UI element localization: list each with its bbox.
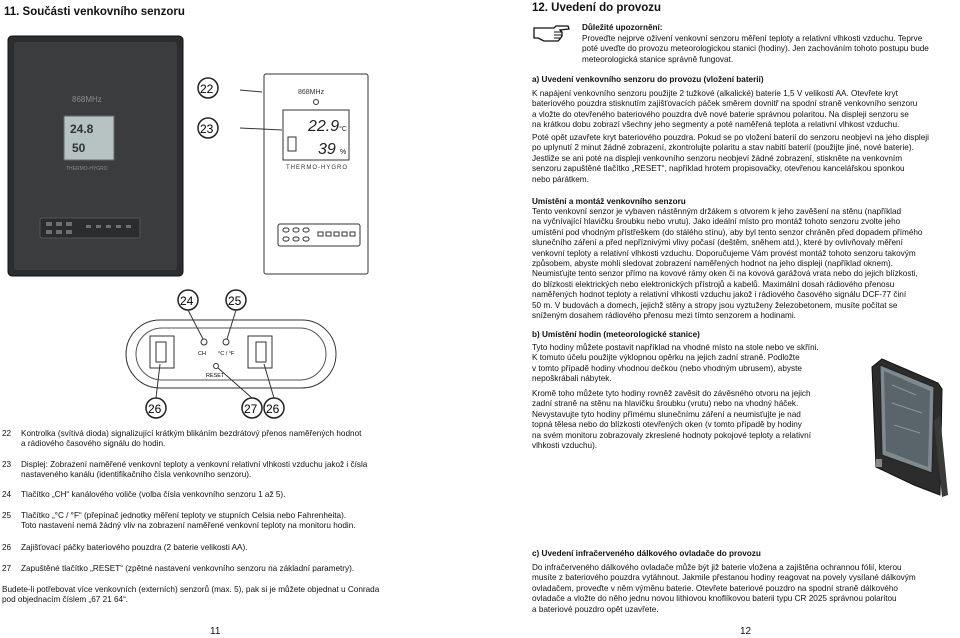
left-page-title: 11. Součásti venkovního senzoru: [4, 6, 185, 18]
section-b-title: b) Umístění hodin (meteorologické stanice): [532, 330, 700, 339]
section-a-paragraph-1: K napájení venkovního senzoru použijte 2 tužkové (alkalické) baterie 1,5 V velikosti AA. Otevřete kryt bateriového pouzdra stisknutím zajišťovacích páček směrem dovnitř na spodní straně venkovního senzoru a vložte do otevřeného bateriového pouzdra dvě nové baterie správnou polaritou. Na displeji senzoru se na krátkou dobu zobrazí všechny jeho segmenty a poté naměřená teplota a relativní vlhkost vzduchu.: [532, 89, 918, 130]
mounting-title: Umístění a montáž venkovního senzoru: [532, 197, 686, 206]
item-22-text: Kontrolka (svítivá dioda) signalizující krátkým blikáním bezdrátový přenos naměřených hodnot a rádiového časového signálu do hodin.: [21, 429, 362, 449]
right-page: [480, 0, 960, 638]
item-26-number: 26: [2, 543, 12, 552]
item-26-text: Zajišťovací páčky bateriového pouzdra (2 baterie velikosti AA).: [21, 543, 248, 552]
section-b-paragraph-1: Tyto hodiny můžete postavit například na vhodné místo na stole nebo ve skříni. K tomuto účelu použijte výklopnou opěrku na jejich zadní straně. Podložte v tomto případě hodiny vhodnou dečkou (nebo vhodným ubrusem), abyste nepoškrábali nábytek.: [532, 343, 819, 384]
display-humidity-unit: %: [340, 149, 347, 156]
notice-text: Proveďte nejprve oživení venkovní senzoru měření teploty a relativní vlhkosti vzduchu. Teprve poté uveďte do provozu meteorologickou stanici (hodiny). Jen zachováním tohoto postupu bude meteorologická stanice správně fungovat.: [582, 34, 929, 64]
svg-text:24.8: 24.8: [70, 122, 94, 136]
reset-button[interactable]: [214, 364, 219, 369]
svg-text:22: 22: [200, 82, 214, 96]
svg-text:26: 26: [266, 402, 280, 416]
svg-text:26: 26: [148, 402, 162, 416]
sensor-illustration: [0, 30, 480, 450]
item-23-text: Displej: Zobrazení naměřené venkovní teploty a venkovní relativní vlhkosti vzduchu jakož i čísla nastaveného kanálu (identifikačního čísla venkovního senzoru).: [21, 460, 368, 480]
clock-illustration: [842, 355, 952, 505]
display-temp: 22.9: [308, 118, 340, 135]
section-b-paragraph-2: Kromě toho můžete tyto hodiny rovněž zavěsit do závěsného otvoru na jejich zadní straně na stěnu na hlavičku šroubku (vrutu) nebo na vhodný háček. Nevystavujte tyto hodiny přímému slunečnímu záření a neumisťujte je nad topná tělesa nebo do blízkosti otevřených oken (v tomto případě by hodiny na svém monitoru zobrazovaly zkreslené hodnoty pokojové teploty a relativní vlhkosti vzduchu).: [532, 389, 811, 451]
svg-text:THERMO-HYGRO: THERMO-HYGRO: [66, 166, 108, 172]
right-page-number: 12: [740, 626, 752, 637]
right-page-title: 12. Uvedení do provozu: [532, 2, 662, 14]
callout-23: [198, 118, 218, 138]
callout-26-left: [146, 398, 166, 418]
mounting-paragraph: Tento venkovní senzor je vybaven nástěnným držákem s otvorem k jeho zavěšení na stěnu (například na vyčnívající hlavičku šroubku nebo vrutu). Jako ideální místo pro montáž tohoto senzoru zvolte jeho umístění pod vhodným přístřeškem (do stálého stínu), aby byl tento senzor chráněn před dopadem přímého slunečního záření a před nepříznivými vlivy počasí (deštěm, sněhem atd.), které by ovlivňovaly měření venkovní teploty a relativní vlhkosti vzduchu. Doporučujeme Vám provést montáž tohoto senzoru takovým způsobem, abyste mohli sledovat zobrazení naměřených hodnot na jeho displeji (například oknem). Neumisťujte tento senzor přímo na kovové rámy oken či na kovová garážová vrata nebo do jejich blízkosti, do blízkosti elektrických nebo elektronických přístrojů a kabelů. Maximální dosah rádiového přenosu naměřených hodnot teploty a relativní vlhkosti vzduchu jakož i rádiového časového signálu DCF-77 činí 50 m. V budovách a domech, jejichž stěny a stropy jsou vyztuženy železobetonem, musíte počítat se sníženým dosahem rádiového přenosu mezi tímto senzorem a hodinami.: [532, 207, 923, 321]
item-22-number: 22: [2, 429, 12, 438]
item-27-text: Zapuštěné tlačítko „RESET“ (zpětné nastavení venkovního senzoru na základní parametry).: [21, 564, 355, 573]
section-c-paragraph: Do infračerveného dálkového ovladače může být již baterie vložena a zajištěna ochrannou fólií, kterou musíte z bateriového pouzdra vytáhnout. Jakmile přestanou hodiny reagovat na povely vysílané dálkovým ovladačem, proveďte v něm výměnu baterie. Otevřete bateriové pouzdro na spodní straně dálkového ovladače a vložte do něho jednu novou lithiovou knoflíkovou baterii typu CR 2025 správnou polaritou a bateriové pouzdro opět uzavřete.: [532, 563, 916, 614]
pointing-hand-icon: [532, 20, 572, 46]
ch-button[interactable]: [201, 339, 207, 345]
reset-button-label: RESET: [206, 373, 225, 379]
battery-latch-left[interactable]: [150, 336, 174, 368]
section-a-paragraph-2: Poté opět uzavřete kryt bateriového pouzdra. Pokud se po vložení baterií do senzoru neobjeví na jeho displeji po uplynutí 2 minut žádné zobrazení, zkontrolujte polaritu a stav nabití baterií (použijte jiné, nové baterie). Jestliže se ani poté na displeji venkovního senzoru neobjeví žádné zobrazení, stiskněte na venkovním senzoru zapuštěné tlačítko „RESET“, například hrotem propisovačky, otevřenou kancelářskou sponkou nebo párátkem.: [532, 133, 929, 184]
item-25-text: Tlačítko „°C / °F“ (přepínač jednotky měření teploty ve stupních Celsia nebo Fahrenheita). Toto nastavení nemá žádný vliv na zobrazení naměřené venkovní teploty na monitoru hodin.: [21, 511, 356, 531]
battery-latch-right[interactable]: [248, 336, 272, 368]
callout-25: [226, 290, 246, 310]
item-25-number: 25: [2, 511, 12, 520]
svg-text:25: 25: [228, 294, 242, 308]
callout-26-right: [264, 398, 284, 418]
svg-text:23: 23: [200, 122, 214, 136]
unit-toggle-button[interactable]: [223, 339, 229, 345]
notice-title: Důležité upozornění:: [582, 23, 663, 32]
item-27-number: 27: [2, 564, 12, 573]
callout-27: [242, 398, 262, 418]
photo-freq-text: 868MHz: [72, 95, 102, 104]
left-page-number: 11: [210, 626, 221, 637]
led-indicator: [314, 100, 319, 105]
left-footer-note: Budete-li potřebovat více venkovních (externích) senzorů (max. 5), pak si je můžete objednat u Conrada pod objednacím číslem „67 21 64“.: [2, 585, 380, 605]
drawing-brand-label: THERMO-HYGRO: [286, 165, 348, 171]
drawing-freq-label: 868MHz: [298, 89, 325, 96]
callout-24: [178, 290, 198, 310]
item-23-number: 23: [2, 460, 12, 469]
item-24-text: Tlačítko „CH“ kanálového voliče (volba čísla venkovního senzoru 1 až 5).: [21, 490, 286, 499]
display-temp-unit: °C: [339, 126, 347, 133]
svg-text:50: 50: [72, 141, 86, 155]
unit-toggle-label: °C / °F: [218, 351, 235, 357]
svg-text:24: 24: [180, 294, 194, 308]
callout-22: [198, 78, 218, 98]
section-a-title: a) Uvedení venkovního senzoru do provozu (vložení baterií): [532, 75, 764, 84]
svg-text:27: 27: [244, 402, 258, 416]
section-c-title: c) Uvedení infračerveného dálkového ovladače do provozu: [532, 549, 761, 558]
item-24-number: 24: [2, 490, 12, 499]
ch-button-label: CH: [198, 351, 206, 357]
display-humidity: 39: [318, 141, 336, 158]
